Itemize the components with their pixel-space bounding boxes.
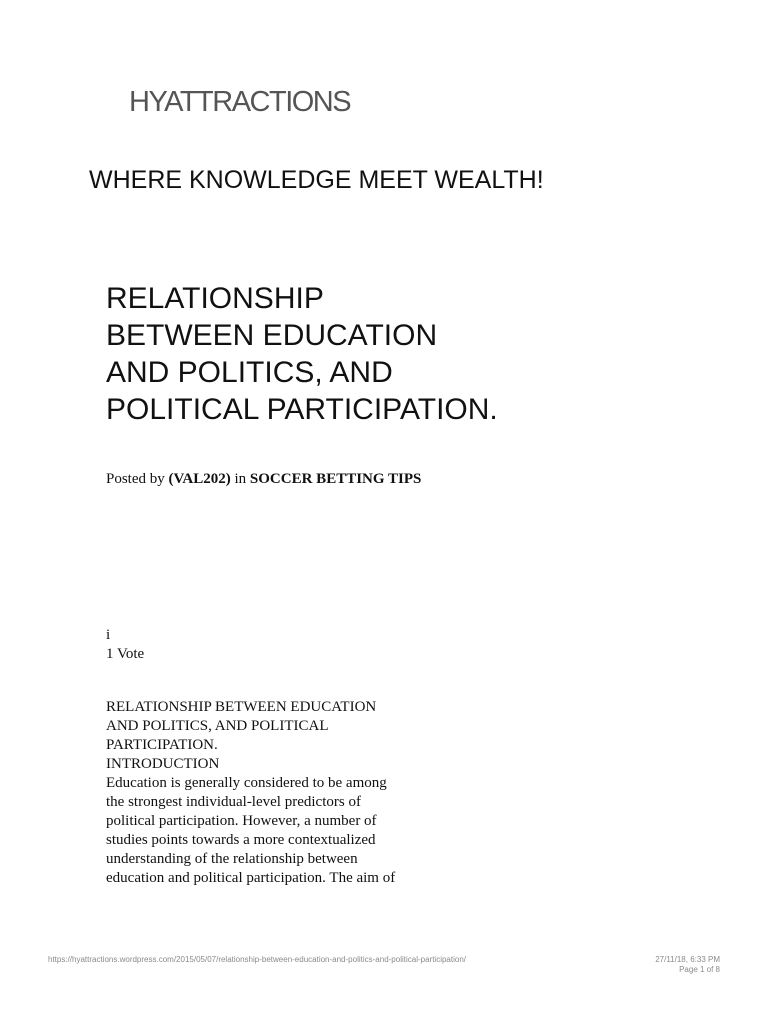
content-line: political participation. However, a number of [106, 813, 377, 829]
footer-meta [655, 955, 720, 975]
footer-url: https://hyattractions.wordpress.com/2015/05/07/relationship-between-education-and-politics-and-political-participation/ [48, 955, 467, 964]
in-label: in [234, 471, 247, 487]
post-title-line: BETWEEN EDUCATION [106, 319, 438, 352]
post-title-line: AND POLITICS, AND [106, 356, 393, 389]
post-title-line: POLITICAL PARTICIPATION. [106, 393, 498, 426]
author-link[interactable]: (VAL202) [168, 471, 231, 487]
content-line: INTRODUCTION [106, 756, 220, 772]
category-link[interactable]: SOCCER BETTING TIPS [249, 471, 422, 487]
footer-datetime: 27/11/18, 6:33 PM [655, 955, 720, 964]
content-line: studies points towards a more contextualized [106, 832, 376, 848]
content-line: AND POLITICS, AND POLITICAL [106, 718, 329, 734]
post-byline [106, 469, 466, 489]
content-line: RELATIONSHIP BETWEEN EDUCATION [106, 699, 377, 715]
footer-page-number: Page 1 of 8 [679, 965, 720, 974]
post-rating [106, 626, 144, 664]
site-title[interactable]: HYATTRACTIONS [129, 86, 351, 118]
vote-count: 1 Vote [106, 646, 145, 662]
rating-icon[interactable]: i [106, 627, 111, 643]
content-line: PARTICIPATION. [106, 737, 218, 753]
post-title-line: RELATIONSHIP [106, 282, 324, 315]
content-line: understanding of the relationship between [106, 851, 358, 867]
content-line: the strongest individual-level predictors of [106, 794, 361, 810]
content-line: education and political participation. The aim of [106, 870, 396, 886]
content-line: Education is generally considered to be among [106, 775, 387, 791]
posted-by-label: Posted by [106, 471, 165, 487]
site-tagline: WHERE KNOWLEDGE MEET WEALTH! [89, 166, 544, 194]
post-title [106, 280, 666, 428]
post-content [106, 698, 486, 888]
